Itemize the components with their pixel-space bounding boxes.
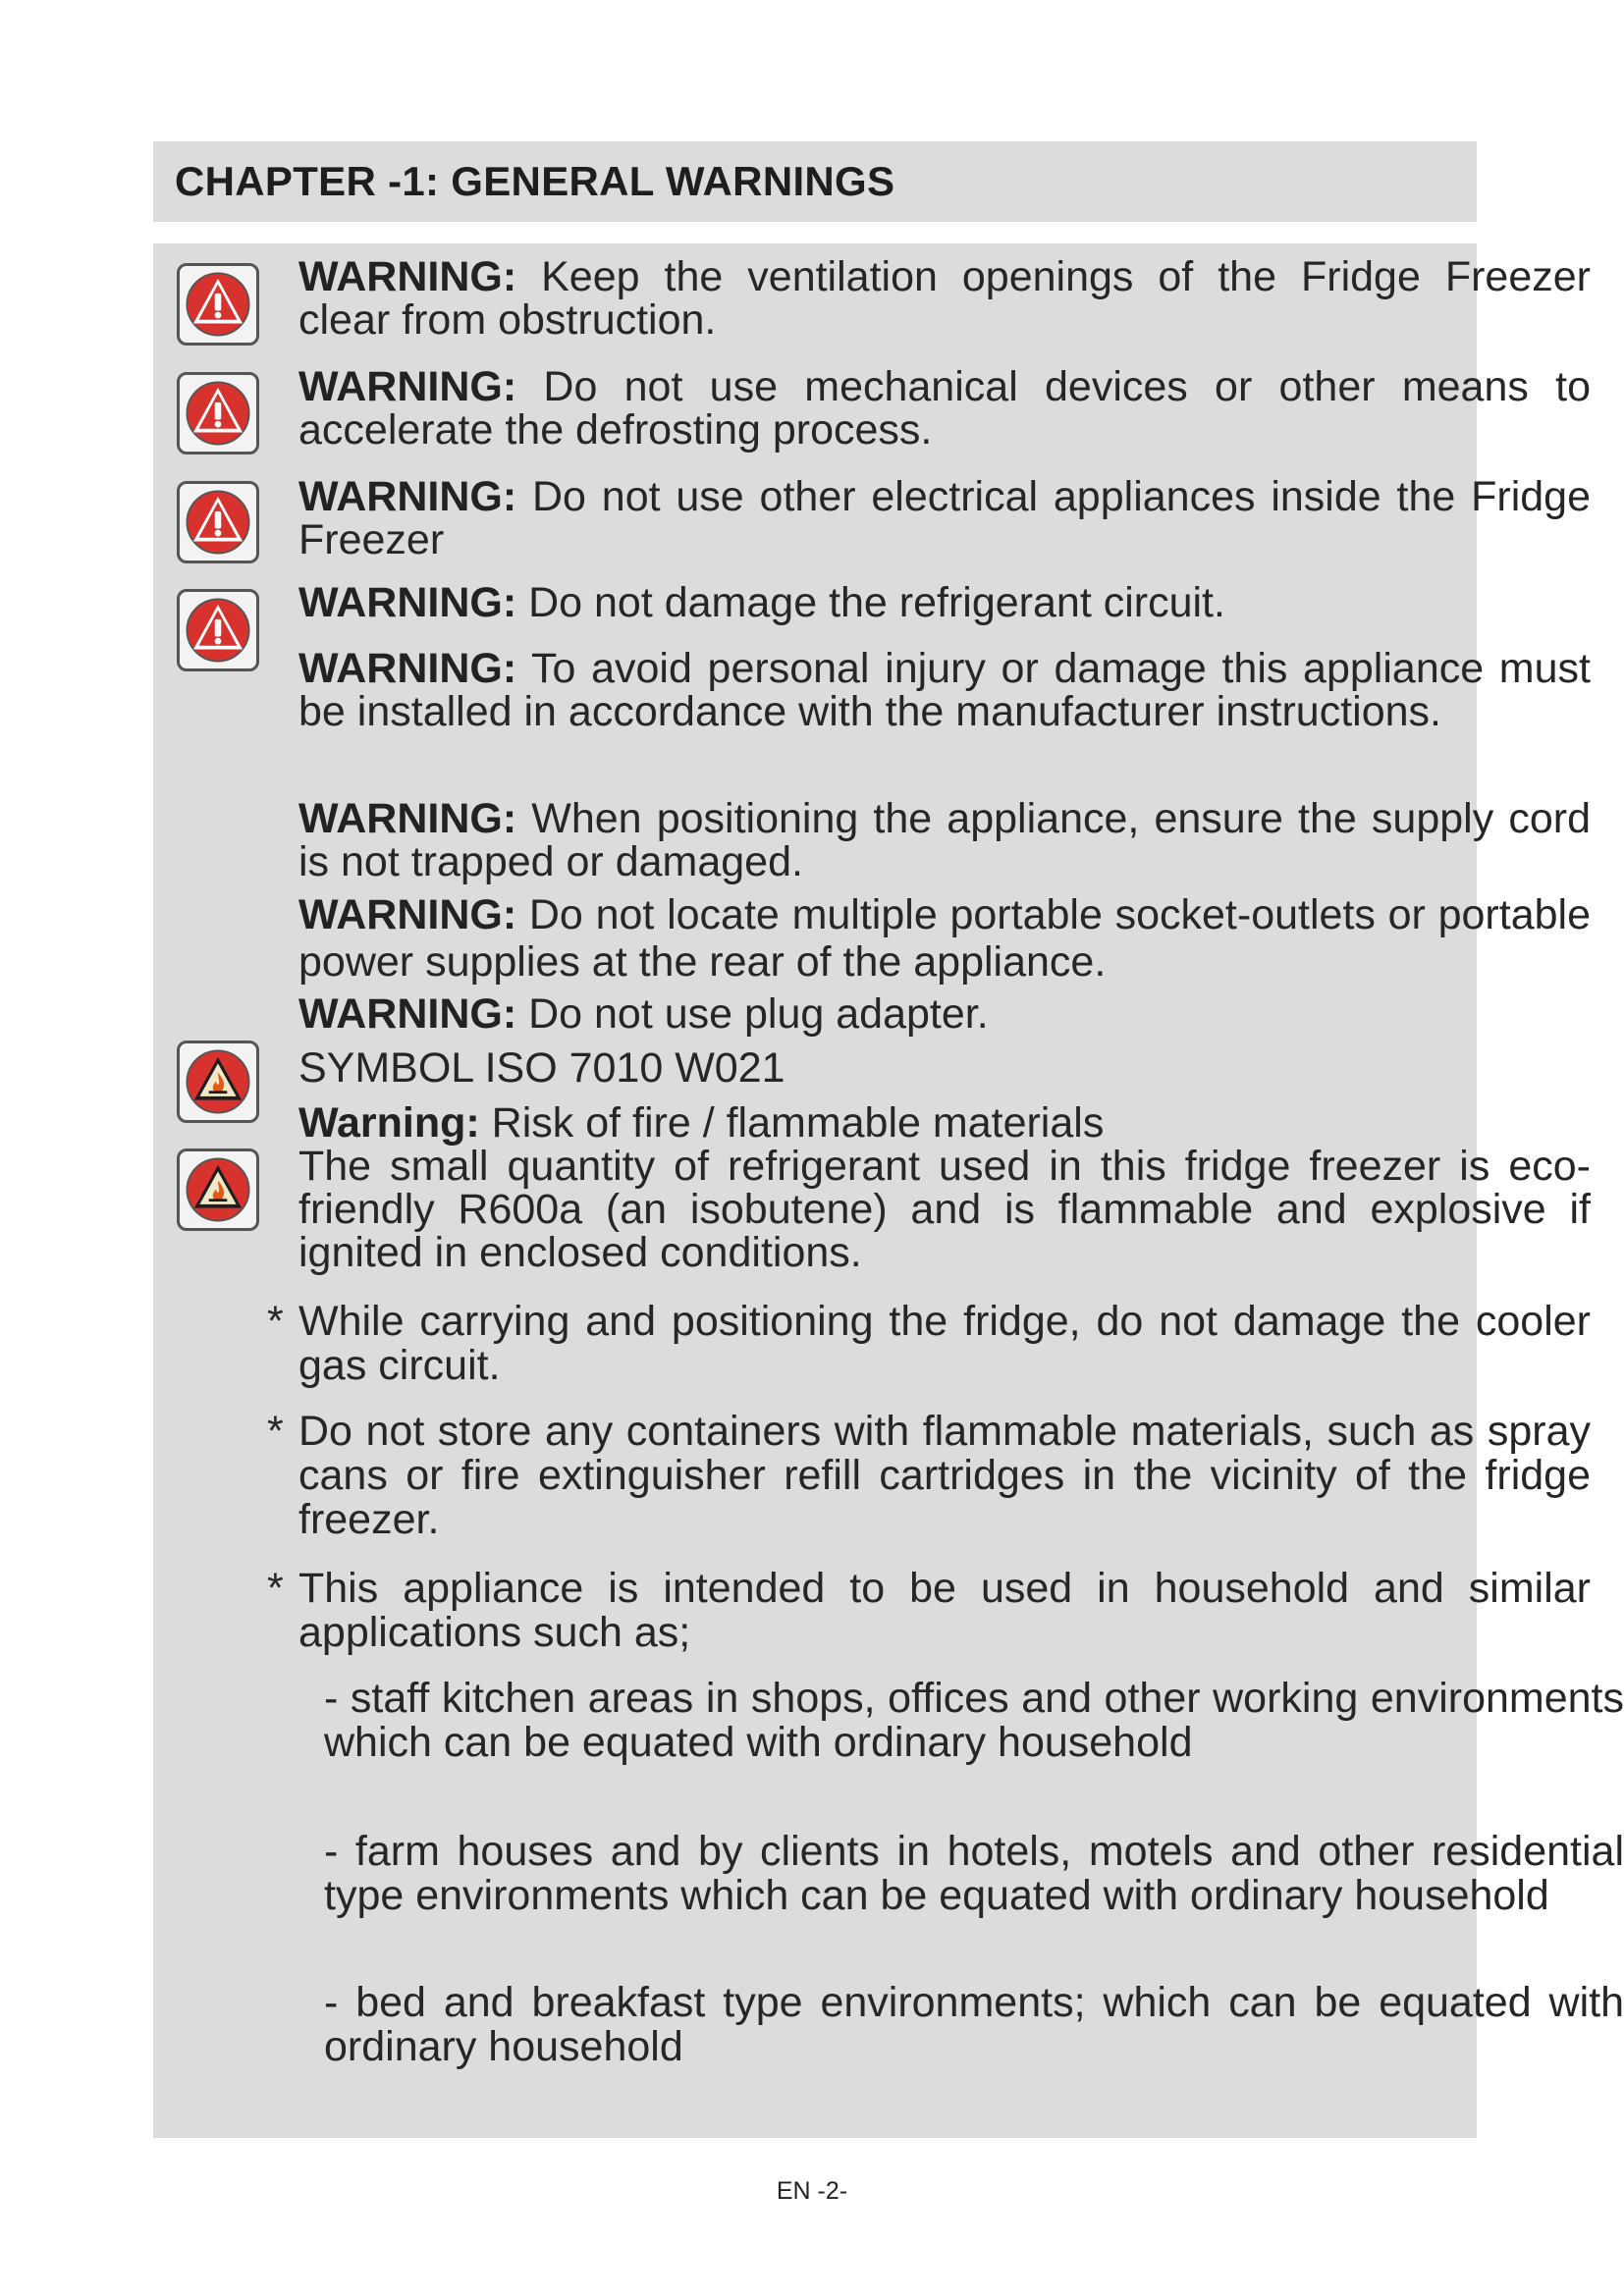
bullet-text: While carrying and positioning the fridge, do not damage the cooler gas circuit. bbox=[298, 1298, 1591, 1389]
warning-paragraph bbox=[298, 647, 1591, 733]
warning-paragraph bbox=[298, 581, 1591, 624]
sub-list-item: - bed and breakfast type environments; which can be equated with ordinary household bbox=[324, 1979, 1624, 2070]
chapter-title: CHAPTER -1: GENERAL WARNINGS bbox=[175, 158, 895, 204]
warning-label: WARNING: bbox=[298, 990, 517, 1038]
warning-triangle-icon bbox=[177, 481, 259, 563]
warning-paragraph bbox=[298, 475, 1591, 561]
warning-text: Keep the ventilation openings of the Fridge Freezer clear from obstruction. bbox=[298, 253, 1591, 344]
bullet-marker: * bbox=[267, 1408, 284, 1455]
flammable-material-icon bbox=[177, 1041, 259, 1123]
fire-warning-text: Risk of fire / flammable materials bbox=[479, 1099, 1105, 1147]
warning-text: When positioning the appliance, ensure the supply cord is not trapped or damaged. bbox=[298, 795, 1591, 885]
page-number: EN -2- bbox=[776, 2177, 848, 2205]
warning-text: Do not use other electrical appliances inside the Fridge Freezer bbox=[298, 473, 1591, 563]
symbol-code: SYMBOL ISO 7010 W021 bbox=[298, 1044, 785, 1092]
warning-paragraph bbox=[298, 891, 1591, 986]
warning-paragraph bbox=[298, 255, 1591, 342]
warning-text: Do not locate multiple portable socket-outlets or portable power supplies at the rear of the appliance. bbox=[298, 891, 1591, 986]
bullet-text: Do not store any containers with flammable materials, such as spray cans or fire extinguisher refill cartridges in the vicinity of the fridge freezer. bbox=[298, 1408, 1591, 1543]
list-item bbox=[267, 1300, 1591, 1388]
warning-label: WARNING: bbox=[298, 253, 517, 300]
bullet-text: This appliance is intended to be used in household and similar applications such as; bbox=[298, 1565, 1591, 1656]
warning-triangle-icon bbox=[177, 263, 259, 346]
warning-label: WARNING: bbox=[298, 473, 517, 520]
warning-label: WARNING: bbox=[298, 363, 517, 410]
fire-warning-label: Warning: bbox=[298, 1099, 480, 1147]
flammable-material-icon bbox=[177, 1148, 259, 1231]
warning-label: WARNING: bbox=[298, 579, 517, 626]
warning-paragraph bbox=[298, 992, 1591, 1036]
warning-label: WARNING: bbox=[298, 795, 517, 842]
warnings-panel bbox=[153, 243, 1624, 2138]
warning-text: Do not damage the refrigerant circuit. bbox=[516, 579, 1225, 626]
list-item bbox=[267, 1567, 1591, 1655]
sub-list-item: - farm houses and by clients in hotels, motels and other residential type environments which can be equated with ordinary household bbox=[324, 1828, 1624, 1919]
warning-paragraph bbox=[298, 797, 1591, 883]
bullet-marker: * bbox=[267, 1565, 284, 1612]
warning-label: WARNING: bbox=[298, 645, 517, 692]
fire-warning bbox=[298, 1101, 1591, 1145]
warning-triangle-icon bbox=[177, 372, 259, 454]
warning-text: To avoid personal injury or damage this appliance must be installed in accordance with the manufacturer instructions. bbox=[298, 645, 1591, 735]
chapter-header bbox=[153, 141, 1477, 222]
refrigerant-note: The small quantity of refrigerant used in this fridge freezer is eco- friendly R600a (an isobutene) and is flammable and explosive if ignited in enclosed conditions. bbox=[298, 1143, 1591, 1276]
warning-label: WARNING: bbox=[298, 891, 517, 938]
warning-triangle-icon bbox=[177, 589, 259, 671]
sub-list-item: - staff kitchen areas in shops, offices and other working environments which can be equated with ordinary household bbox=[324, 1675, 1624, 1766]
list-item bbox=[267, 1410, 1591, 1542]
warning-text: Do not use plug adapter. bbox=[516, 990, 989, 1038]
warning-paragraph bbox=[298, 365, 1591, 452]
bullet-marker: * bbox=[267, 1298, 284, 1345]
warning-text: Do not use mechanical devices or other means to accelerate the defrosting process. bbox=[298, 363, 1591, 454]
